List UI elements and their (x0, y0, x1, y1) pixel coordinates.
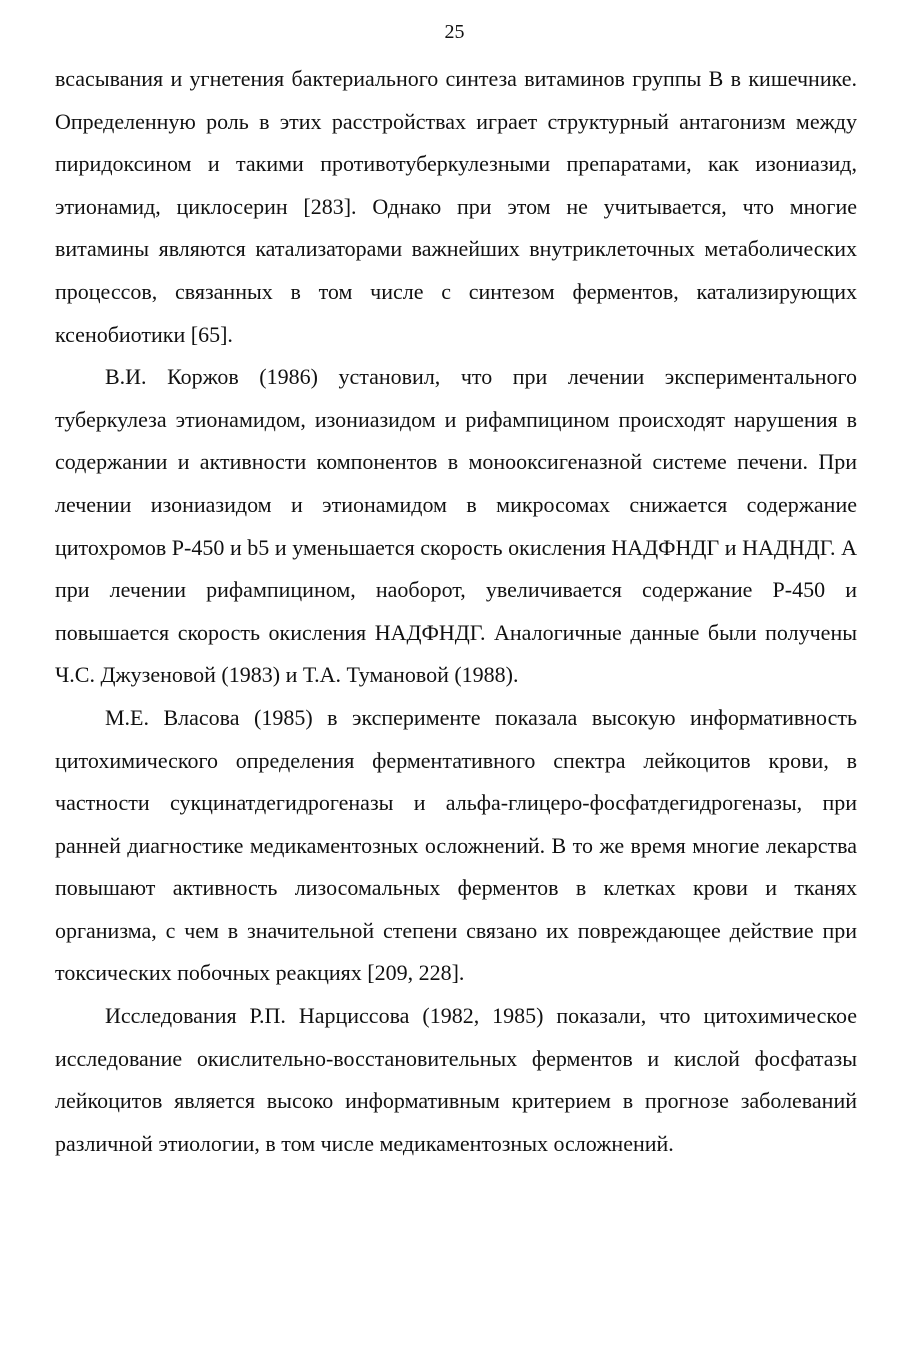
body-text (55, 58, 857, 1165)
page-number: 25 (444, 21, 465, 43)
paragraph-vitamins: всасывания и угнетения бактериального синтеза витаминов группы В в кишечнике. Определенную роль в этих расстройствах играет структурный антагонизм между пиридоксином и такими противотуберкулезными препаратами, как изониазид, этионамид, циклосерин [283]. Однако при этом не учитывается, что многие витамины являются катализаторами важнейших внутриклеточных метаболических процессов, связанных в том числе с синтезом ферментов, катализирующих ксенобиотики [65]. (55, 66, 857, 347)
paragraph-nartsissov: Исследования Р.П. Нарциссова (1982, 1985) показали, что цитохимическое исследование окислительно-восстановительных ферментов и кислой фосфатазы лейкоцитов является высоко информативным критерием в прогнозе заболеваний различной этиологии, в том числе медикаментозных осложнений. (55, 1003, 857, 1156)
paragraph-vlasova: М.Е. Власова (1985) в эксперименте показала высокую информативность цитохимического определения ферментативного спектра лейкоцитов крови, в частности сукцинатдегидрогеназы и альфа-глицеро-фосфатдегидрогеназы, при ранней диагностике медикаментозных осложнений. В то же время многие лекарства повышают активность лизосомальных ферментов в клетках крови и тканях организма, с чем в значительной степени связано их повреждающее действие при токсических побочных реакциях [209, 228]. (55, 704, 857, 986)
paragraph-korzhov: В.И. Коржов (1986) установил, что при лечении экспериментального туберкулеза этионамидом, изониазидом и рифампицином происходят нарушения в содержании и активности компонентов в монооксигеназной системе печени. При лечении изониазидом и этионамидом в микросомах снижается содержание цитохромов Р-450 и b5 и уменьшается скорость окисления НАДФНДГ и НАДНДГ. А при лечении рифампицином, наоборот, увеличивается содержание Р-450 и повышается скорость окисления НАДФНДГ. Аналогичные данные были получены Ч.С. Джузеновой (1983) и Т.А. Тумановой (1988). (55, 364, 857, 688)
